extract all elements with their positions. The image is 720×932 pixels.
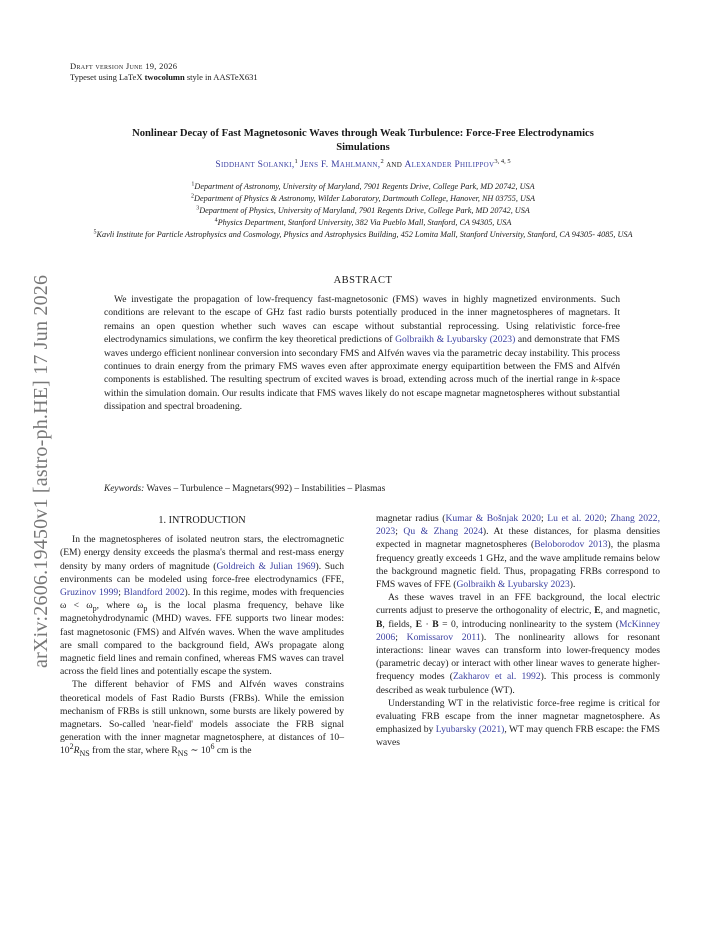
right-column bbox=[376, 512, 660, 750]
citation-link[interactable]: Golbraikh & Lyubarsky 2023 bbox=[456, 579, 570, 591]
affiliation: $^3$Department of Physics, University of Maryland, 7901 Regents Drive, College Park, MD 20742, USA bbox=[196, 205, 530, 215]
citation-link[interactable]: Zhang 2022, 2023 bbox=[376, 513, 660, 538]
author-name[interactable]: Jens F. Mahlmann, bbox=[300, 160, 381, 170]
affiliations bbox=[58, 181, 668, 241]
paragraph: In the magnetospheres of isolated neutron stars, the electromagnetic (EM) energy density exceeds the plasma's thermal and rest-mass energy density by many orders of magnitude (Goldreich & Julian 1969). Such environments can be modeled using force-free electrodynamics (FFE, Gruzinov 1999; Blandford 2002). In this regime, modes with frequencies $\omega < \omega_p$, where $\omega_p$ is the local plasma frequency, behave like magnetohydrodynamic (MHD) waves. FFE supports two linear modes: fast magnetosonic (FMS) and Alfvén waves. When the wave amplitudes are small compared to the background field, AWs propagate along magnetic field lines and remain confined, whereas FMS waves can travel across the field lines and potentially escape the system. bbox=[60, 534, 344, 678]
paragraph: The different behavior of FMS and Alfvén waves constrains theoretical models of Fast Radio Bursts (FRBs). While the emission mechanism of FRBs is still unknown, some bursts are likely powered by magnetars. So-called 'near-field' models associate the FRB signal generation with the inner magnetar magnetosphere, at distances of $10-10^2R_{NS}$ from the star, where $R_{NS}$ ∼ $10^6$ cm is the bbox=[60, 679, 344, 759]
citation-link[interactable]: Kumar & Bošnjak 2020 bbox=[445, 513, 541, 524]
citation-link[interactable]: Beloborodov 2013 bbox=[534, 539, 608, 551]
keywords: Keywords: Waves – Turbulence – Magnetars(992) – Instabilities – Plasmas bbox=[104, 484, 386, 494]
affiliation: $^4$Physics Department, Stanford University, 382 Via Pueblo Mall, Stanford, CA 94305, USA bbox=[214, 217, 512, 227]
abstract-heading: ABSTRACT bbox=[333, 275, 393, 286]
citation-link[interactable]: Komissarov 2011 bbox=[406, 631, 481, 643]
section-heading-introduction: 1. INTRODUCTION bbox=[158, 515, 246, 526]
left-column bbox=[60, 514, 344, 758]
citation-link[interactable]: Qu & Zhang 2024 bbox=[403, 526, 483, 538]
paragraph: As these waves travel in an FFE background, the local electric currents adjust to preserve the orthogonality of electric, E, and magnetic, B, fields, E · B = 0, introducing nonlinearity to the system (McKinney 2006; Komissarov 2011). The nonlinearity allows for resonant interactions: linear waves can transform into lower-frequency modes (parametric decay) or interact with other linear waves to generate higher-frequency modes (Zakharov et al. 1992). This process is commonly described as weak turbulence (WT). bbox=[376, 592, 661, 696]
citation-link[interactable]: Goldreich & Julian 1969 bbox=[216, 560, 316, 572]
author-name[interactable]: Siddhant Solanki, bbox=[215, 160, 295, 170]
typeset-line: Typeset using LaTeX twocolumn style in AASTeX631 bbox=[70, 72, 258, 82]
citation-link[interactable]: Gruzinov 1999 bbox=[60, 587, 119, 599]
draft-version: Draft version June 19, 2026 bbox=[70, 61, 178, 71]
arxiv-identifier: arXiv:2606.19450v1 [astro-ph.HE] 17 Jun 2026 bbox=[30, 274, 52, 668]
citation-link[interactable]: Golbraikh & Lyubarsky (2023) bbox=[395, 334, 516, 346]
citation-link[interactable]: Lu et al. 2020 bbox=[547, 513, 605, 524]
abstract-body: We investigate the propagation of low-frequency fast-magnetosonic (FMS) waves in highly magnetized environments. Such conditions are relevant to the escape of GHz fast radio bursts potentially produced in the inner magnetospheres of magnetars. It remains an open question whether such waves can escape without substantial reprocessing. Using relativistic force-free electrodynamics simulations, we confirm the key theoretical predictions of Golbraikh & Lyubarsky (2023) and demonstrate that FMS waves undergo efficient nonlinear conversion into secondary FMS and Alfvén waves via the parametric decay instability. This process continues to drain energy from the primary FMS waves even after approximate energy equipartition between the FMS and Alfvén components is established. The resulting spectrum of excited waves is broad, extending across much of the inertial range in k-space within the simulation domain. Our results indicate that FMS waves likely do not escape magnetar magnetospheres without substantial dissipation and spectral broadening. bbox=[104, 294, 621, 413]
paragraph: Understanding WT in the relativistic force-free regime is critical for evaluating FRB escape from the inner magnetar magnetosphere. As emphasized by Lyubarsky (2021), WT may quench FRB escape: the FMS waves bbox=[376, 697, 660, 749]
draft-header bbox=[70, 61, 258, 83]
paragraph: magnetar radius (Kumar & Bošnjak 2020; Lu et al. 2020; Zhang 2022, 2023; Qu & Zhang 2024). At these distances, for plasma densities expected in magnetar magnetospheres (Beloborodov 2013), the plasma frequency greatly exceeds 1 GHz, and the wave amplitude remains below the background magnetic field. Thus, propagating FRBs correspond to FMS waves of FFE (Golbraikh & Lyubarsky 2023). bbox=[376, 513, 660, 591]
citation-link[interactable]: McKinney 2006 bbox=[376, 618, 660, 643]
citation-link[interactable]: Blandford 2002 bbox=[123, 587, 185, 599]
author-name[interactable]: Alexander Philippov bbox=[404, 160, 495, 170]
citation-link[interactable]: Lyubarsky (2021) bbox=[435, 724, 505, 736]
affiliation: $^5$Kavli Institute for Particle Astrophysics and Cosmology, Physics and Astrophysics Building, 452 Lomita Mall, Stanford University, Stanford, CA 94305- 4085, USA bbox=[93, 229, 633, 239]
citation-link[interactable]: Zakharov et al. 1992 bbox=[452, 671, 541, 683]
latex-logo: LaTeX bbox=[118, 72, 143, 82]
author-list: Siddhant Solanki,$^1$ Jens F. Mahlmann,$^2$ and Alexander Philippov$^{3, 4, 5}$ bbox=[215, 157, 511, 170]
paper-title: Nonlinear Decay of Fast Magnetosonic Waves through Weak Turbulence: Force-Free Electrodynamics Simulations bbox=[132, 128, 594, 153]
affiliation: $^1$Department of Astronomy, University of Maryland, 7901 Regents Drive, College Park, MD 20742, USA bbox=[191, 181, 535, 191]
affiliation: $^2$Department of Physics & Astronomy, Wilder Laboratory, Dartmouth College, Hanover, NH 03755, USA bbox=[191, 193, 535, 203]
